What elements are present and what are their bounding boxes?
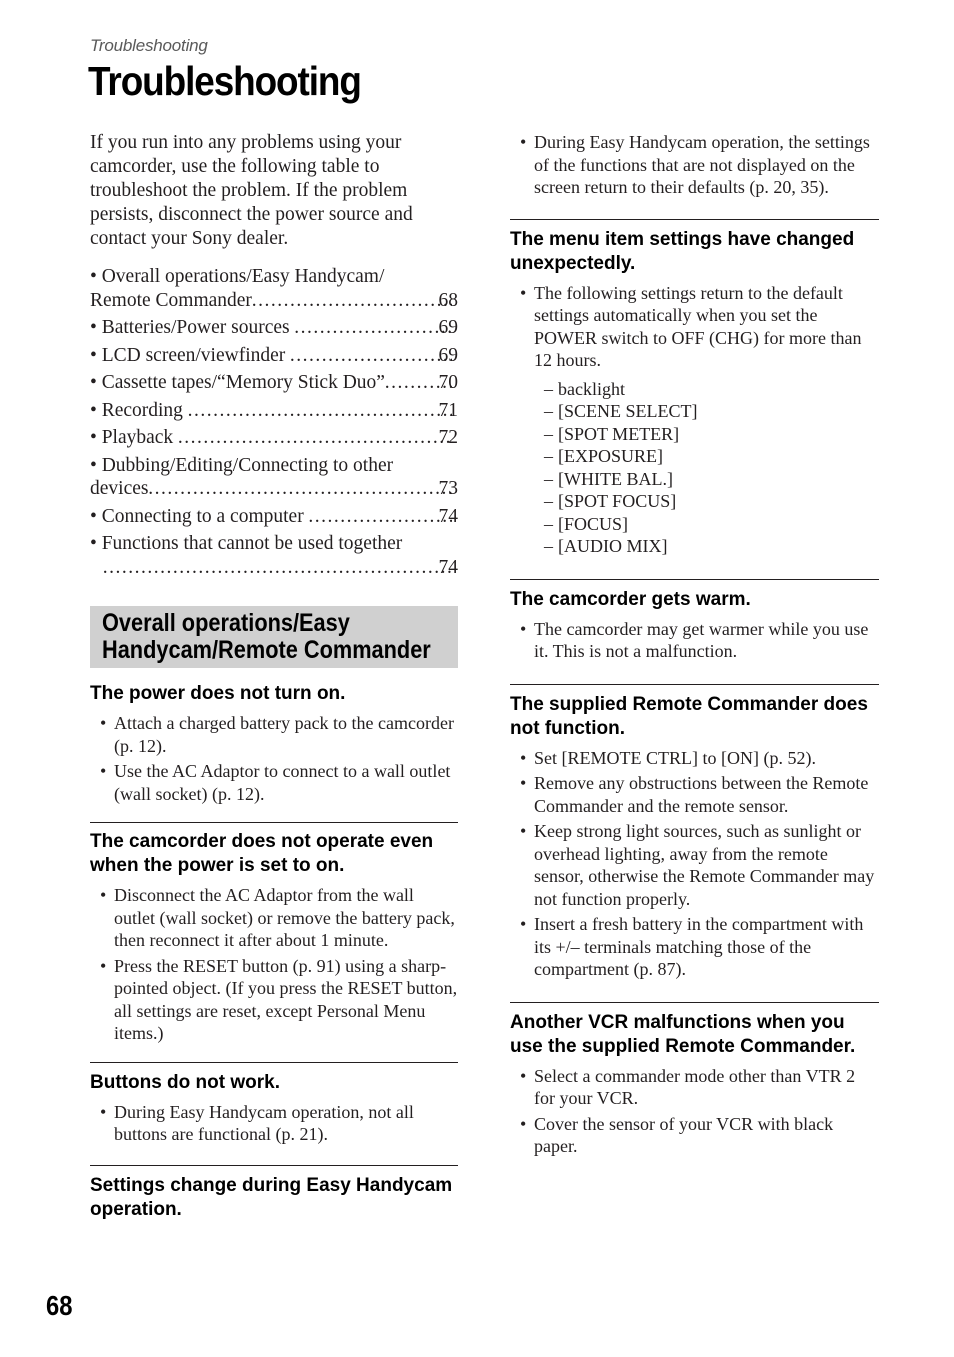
answer-list — [510, 131, 879, 199]
question-heading: The camcorder gets warm. — [510, 588, 751, 610]
answer-list — [510, 618, 879, 663]
setting-item: – [AUDIO MIX] — [544, 535, 879, 558]
answer-list — [510, 282, 879, 558]
qa-block — [510, 219, 879, 579]
answer-bullet: • During Easy Handycam operation, not all buttons are functional (p. 21). — [100, 1101, 458, 1146]
qa-block — [510, 684, 879, 1002]
question-heading: The power does not turn on. — [90, 683, 346, 704]
answer-bullet: • Attach a charged battery pack to the camcorder (p. 12). — [100, 712, 458, 757]
intro-paragraph: If you run into any problems using your camcorder, use the following table to troubleshoot the problem. If the problem persists, disconnect the power source and contact your Sony dealer. — [90, 132, 413, 249]
setting-item: – [SCENE SELECT] — [544, 400, 879, 423]
question-heading: Settings change during Easy Handycam operation. — [90, 1174, 453, 1220]
toc-item[interactable]: • Playback ..... 72 — [90, 426, 458, 450]
question-heading: The camcorder does not operate even when the power is set to on. — [90, 831, 434, 876]
setting-item: – [EXPOSURE] — [544, 445, 879, 468]
setting-item: – [SPOT METER] — [544, 423, 879, 446]
running-head: Troubleshooting — [90, 36, 208, 55]
answer-bullet: • Use the AC Adaptor to connect to a wall outlet (wall socket) (p. 12). — [100, 760, 458, 805]
toc-item[interactable]: • Cassette tapes/“Memory Stick Duo” ..... 70 — [90, 371, 458, 395]
toc-item[interactable]: • Functions that cannot be used together ..... 74 — [90, 532, 458, 579]
answer-bullet: • The camcorder may get warmer while you use it. This is not a malfunction. — [520, 618, 879, 663]
left-column — [90, 131, 458, 1222]
section-heading: Overall operations/Easy Handycam/Remote Commander — [90, 606, 458, 668]
answer-bullet: • Set [REMOTE CTRL] to [ON] (p. 52). — [520, 747, 879, 770]
question-heading: Buttons do not work. — [90, 1071, 280, 1093]
setting-item: – [SPOT FOCUS] — [544, 490, 879, 513]
qa-continuation — [510, 131, 879, 219]
qa-block — [90, 1062, 458, 1165]
answer-bullet: • Remove any obstructions between the Remote Commander and the remote sensor. — [520, 772, 879, 817]
answer-list — [510, 747, 879, 981]
answer-bullet: • Select a commander mode other than VTR 2 for your VCR. — [520, 1065, 879, 1110]
answer-bullet: • Disconnect the AC Adaptor from the wall outlet (wall socket) or remove the battery pack, then reconnect it after about 1 minute. — [100, 884, 458, 952]
page-title: Troubleshooting — [88, 58, 361, 104]
question-heading: The menu item settings have changed unexpectedly. — [510, 228, 855, 274]
answer-bullet: • Press the RESET button (p. 91) using a sharp-pointed object. (If you press the RESET button, all settings are reset, except Personal Menu items.) — [100, 955, 458, 1045]
qa-block — [510, 579, 879, 684]
right-column — [510, 131, 879, 1161]
answer-list — [510, 1065, 879, 1158]
question-heading: Another VCR malfunctions when you use the supplied Remote Commander. — [510, 1011, 856, 1057]
answer-bullet: • Cover the sensor of your VCR with black paper. — [520, 1113, 879, 1158]
answer-bullet: • During Easy Handycam operation, the settings of the functions that are not displayed on the screen return to their defaults (p. 20, 35). — [520, 131, 879, 199]
answer-bullet: • Keep strong light sources, such as sunlight or overhead lighting, away from the remote sensor, otherwise the Remote Commander may not function properly. — [520, 820, 879, 910]
setting-item: – [FOCUS] — [544, 513, 879, 536]
answer-list — [90, 1101, 458, 1146]
answer-list — [90, 884, 458, 1045]
answer-bullet: • The following settings return to the default settings automatically when you set the POWER switch to OFF (CHG) for more than 12 hours. – backlight – [SCENE SELECT] – [SPOT METER] – [EXPOSURE] – [WHITE BAL.] – [SPOT FOCUS] – [FOCUS] – [AUDIO MIX] — [520, 282, 879, 558]
answer-bullet: • Insert a fresh battery in the compartment with its +/– terminals matching those of the compartment (p. 87). — [520, 913, 879, 981]
setting-item: – [WHITE BAL.] — [544, 468, 879, 491]
qa-block — [510, 1002, 879, 1158]
setting-item: – backlight — [544, 378, 879, 401]
settings-list — [534, 378, 879, 558]
table-of-contents — [90, 265, 458, 579]
qa-block — [90, 822, 458, 1062]
page-number: 68 — [46, 1290, 73, 1321]
qa-block — [90, 1165, 458, 1222]
toc-item[interactable]: • Dubbing/Editing/Connecting to other devices ..... 73 — [90, 454, 458, 501]
toc-item[interactable]: • Connecting to a computer ..... 74 — [90, 505, 458, 529]
toc-item[interactable]: • Recording ..... 71 — [90, 399, 458, 423]
toc-item[interactable]: • Batteries/Power sources ..... 69 — [90, 316, 458, 340]
toc-item[interactable]: • Overall operations/Easy Handycam/ Remote Commander ..... 68 — [90, 265, 458, 312]
toc-item[interactable]: • LCD screen/viewfinder ..... 69 — [90, 344, 458, 368]
qa-block — [90, 682, 458, 822]
question-heading: The supplied Remote Commander does not function. — [510, 693, 868, 739]
answer-list — [90, 712, 458, 805]
